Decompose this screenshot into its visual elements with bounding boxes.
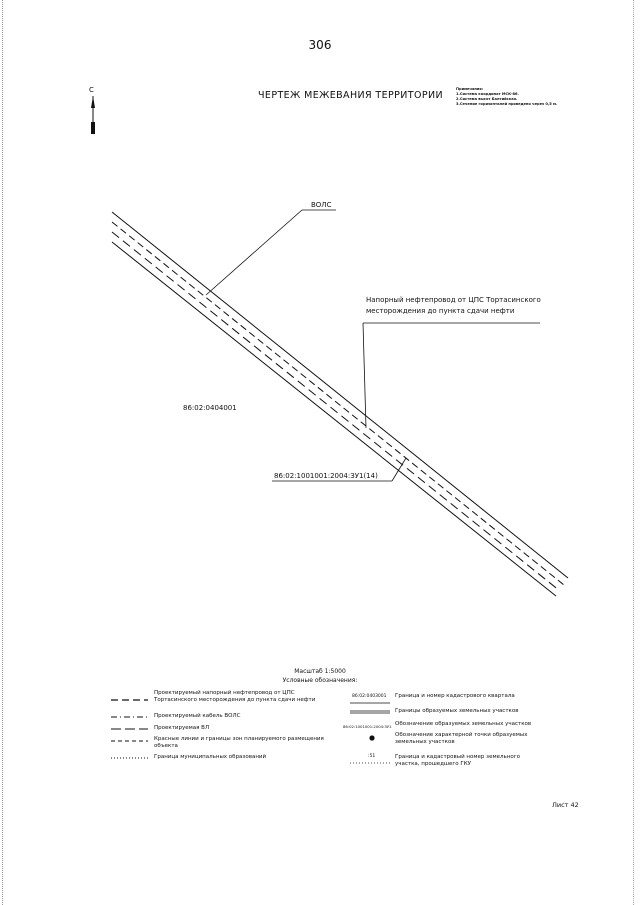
notes-item: 2.Система высот Балтийская. xyxy=(456,97,518,101)
legend-gku-sample: :51 xyxy=(368,754,376,759)
legend-item-pipeline: Проектируемый напорный нефтепровод от ЦПС Тортасинского месторождения до пункта сдачи нефти xyxy=(154,690,316,703)
sheet-number: Лист 42 xyxy=(552,801,579,809)
notes-heading: Примечания: xyxy=(456,87,484,91)
legend-quarter-sample: 86:02:0403001 xyxy=(352,694,387,699)
quarter-number: 86:02:0404001 xyxy=(183,404,237,412)
vols-label: ВОЛС xyxy=(311,201,332,209)
legend-item-quarter: Граница и номер кадастрового квартала xyxy=(395,693,515,699)
north-letter: С xyxy=(89,86,94,94)
legend-item-parcel-bounds: Границы образуемых земельных участков xyxy=(395,708,519,714)
scale-label: Масштаб 1:5000 xyxy=(294,668,346,675)
legend-item-vols: Проектируемый кабель ВОЛС xyxy=(154,713,241,719)
legend-title: Условные обозначения: xyxy=(282,677,358,684)
legend-item-gku: Граница и кадастровый номер земельного участка, прошедшего ГКУ xyxy=(395,754,520,767)
legend-symbol-point xyxy=(369,735,374,740)
legend-item-point: Обозначение характерной точки образуемых земельных участков xyxy=(395,732,528,745)
notes-item: 3.Сечение горизонталей проведено через 0,5 м. xyxy=(456,102,558,106)
legend-item-parcel-code: Обозначение образуемых земельных участков xyxy=(395,721,532,727)
legend-item-vl: Проектируемая ВЛ xyxy=(154,725,210,731)
notes-item: 1.Система координат МСК-86. xyxy=(456,92,519,96)
parcel-label: 86:02:1001001:2004:ЗУ1(14) xyxy=(274,472,378,480)
pipeline-label-line2: месторождения до пункта сдачи нефти xyxy=(366,307,515,315)
legend-parcel-sample: 86:02:1001001:2004:ЗУ1 xyxy=(343,724,392,729)
legend-item-municipal: Граница муниципальных образований xyxy=(154,754,267,760)
page-number: 306 xyxy=(308,38,332,52)
pipeline-label-line1: Напорный нефтепровод от ЦПС Тортасинского xyxy=(366,296,541,304)
drawing-title: ЧЕРТЕЖ МЕЖЕВАНИЯ ТЕРРИТОРИИ xyxy=(258,90,444,101)
legend-item-red-lines: Красные линии и границы зон планируемого размещения объекта xyxy=(154,736,324,749)
